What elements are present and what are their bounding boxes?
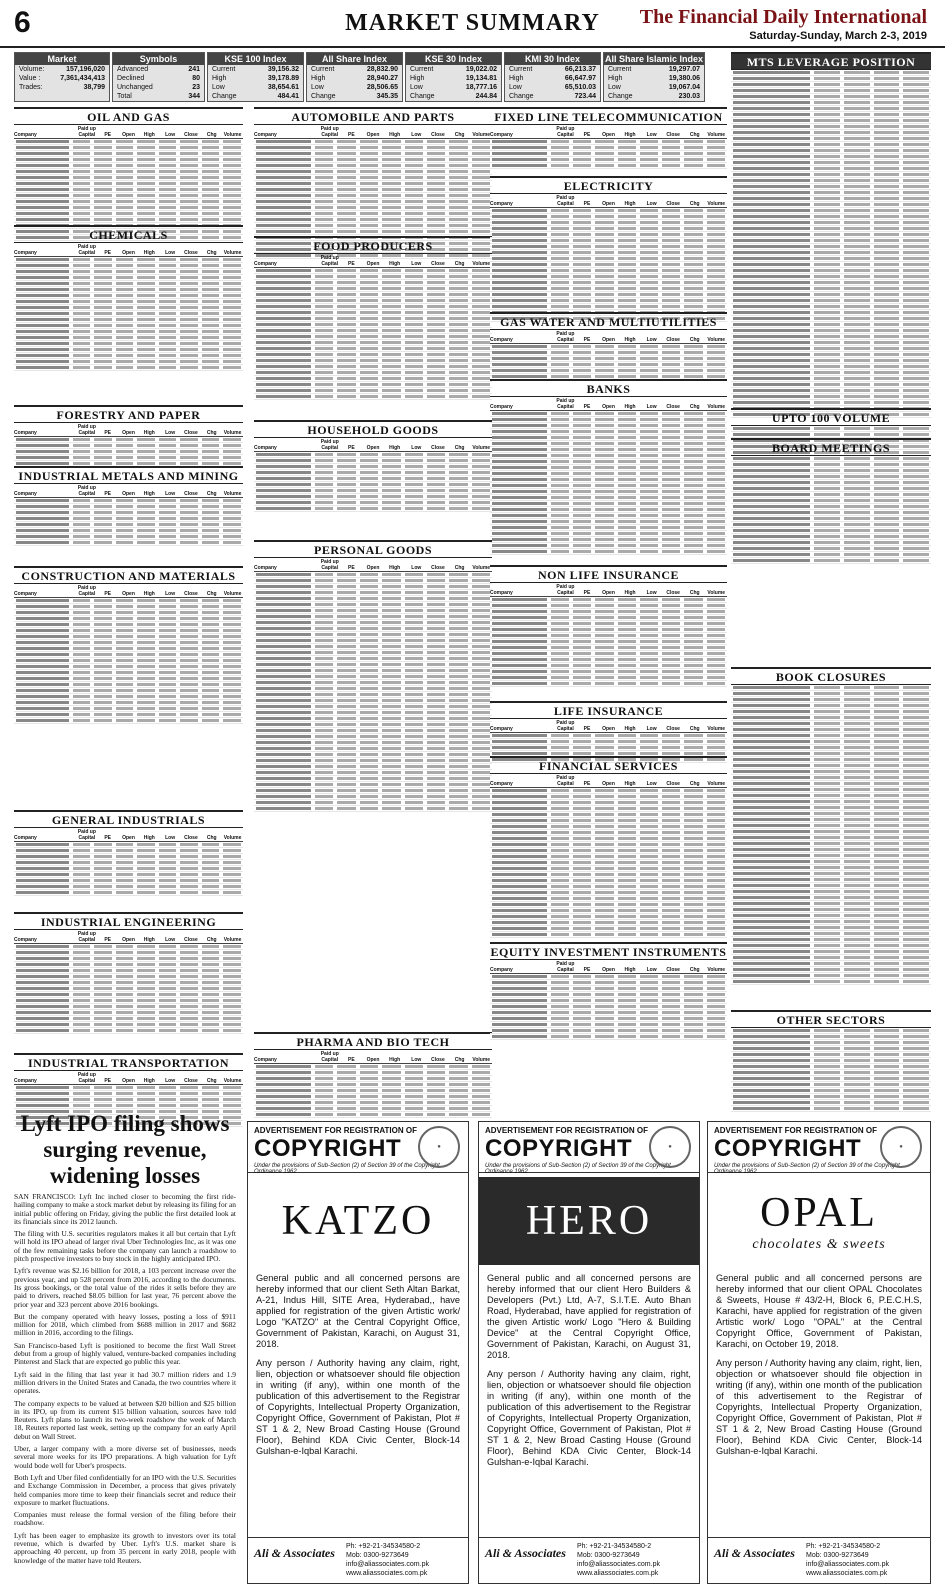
- ad-logo: [479, 1177, 699, 1265]
- section-title: PERSONAL GOODS: [254, 540, 492, 558]
- market-section: [14, 107, 243, 241]
- market-section: [490, 176, 727, 322]
- section-title: MTS LEVERAGE POSITION: [731, 52, 931, 70]
- table-header: Company Paid up Capital PE Open High Low Close Chg Volume: [254, 255, 491, 267]
- market-section: [490, 312, 727, 380]
- section-title: NON LIFE INSURANCE: [490, 565, 727, 583]
- section-title: INDUSTRIAL ENGINEERING: [14, 912, 243, 930]
- index-row: Current 19,022.02: [410, 66, 497, 73]
- index-row: High 66,647.97: [509, 75, 596, 82]
- index-box: [14, 52, 110, 102]
- table-row: [254, 806, 492, 812]
- section-title: BOOK CLOSURES: [731, 667, 931, 685]
- table-row: [490, 681, 727, 687]
- table-row: [14, 540, 243, 546]
- index-row: Current 19,297.07: [608, 66, 700, 73]
- index-box-title: KSE 30 Index: [406, 53, 501, 65]
- ad-notice-text: General public and all concerned persons are hereby informed that our client OPAL Chocolates & Sweets, House # 43/2-H, Block 6, P.E.C.H.S, Karachi, have applied for registration of the given Artistic work/ Logo "OPAL" at the Central Copyright Office, Government of Pakistan, Karachi, on October 19, 2018.: [716, 1273, 922, 1349]
- market-section: [254, 420, 492, 512]
- phone-text: Ph: +92-21-34534580-2: [577, 1543, 652, 1550]
- index-box: [306, 52, 403, 102]
- section-title: CONSTRUCTION AND MATERIALS: [14, 566, 243, 584]
- index-box: [504, 52, 601, 102]
- section-title: AUTOMOBILE AND PARTS: [254, 107, 492, 125]
- section-title: UPTO 100 VOLUME: [731, 408, 931, 426]
- index-row: Change 244.84: [410, 93, 497, 100]
- index-row: Change 345.35: [311, 93, 398, 100]
- ad-logo: [708, 1177, 930, 1265]
- ad-ordinance: Under the provisions of Sub-Section (2) of Section 39 of the Copyright Ordinance 1962: [248, 1163, 468, 1173]
- index-row: Declined 80: [117, 75, 200, 82]
- law-firm-name: Ali & Associates: [714, 1546, 795, 1560]
- table-row: [14, 890, 243, 896]
- market-section: [490, 379, 727, 555]
- mobile-text: Mob: 0300-9273649: [806, 1552, 869, 1559]
- section-title: ELECTRICITY: [490, 176, 727, 194]
- section-title: GENERAL INDUSTRIALS: [14, 810, 243, 828]
- section-title: INDUSTRIAL TRANSPORTATION: [14, 1053, 243, 1071]
- table-row: [490, 1034, 727, 1040]
- index-box-title: Market: [15, 53, 109, 65]
- copyright-advertisement: [247, 1121, 469, 1584]
- table-row: [490, 932, 727, 938]
- index-box-title: All Share Index: [307, 53, 402, 65]
- table-row: [14, 365, 243, 371]
- section-title: FOOD PRODUCERS: [254, 236, 492, 254]
- table-header: Company Paid up Capital PE Open High Low Close Chg Volume: [14, 126, 242, 138]
- market-section: [490, 565, 727, 687]
- mobile-text: Mob: 0300-9273649: [346, 1552, 409, 1559]
- table-row: [490, 549, 727, 555]
- email-text: info@aliassociates.com.pk: [346, 1561, 429, 1568]
- article-paragraph: Companies must release the formal version of the filing before their roadshow.: [14, 1510, 236, 1528]
- index-box-title: Symbols: [113, 53, 204, 65]
- copyright-advertisement: [707, 1121, 931, 1584]
- ad-ordinance: Under the provisions of Sub-Section (2) of Section 39 of the Copyright Ordinance 1962: [479, 1163, 699, 1173]
- index-row: Current 39,156.32: [212, 66, 299, 73]
- market-section: [14, 566, 243, 724]
- table-header: Company Paid up Capital PE Open High Low Close Chg Volume: [254, 1051, 491, 1063]
- table-row: [490, 163, 727, 169]
- article-headline: Lyft IPO filing shows surging revenue, widening losses: [20, 1111, 230, 1188]
- ad-objection-text: Any person / Authority having any claim, right, lien, objection or whatsoever should file objection in writing (if any), within one month of the publication of this advertisement to the Registrar of Copyrights, Intellectual Property Organization, Copyright Office, Government of Pakistan, Plot # ST 1 & 2, New Broad Casting House (Ground Floor), Behind KDA Civic Center, Block-14 Gulshan-e-Iqbal Karachi.: [716, 1358, 922, 1456]
- issue-date: Saturday-Sunday, March 2-3, 2019: [749, 30, 927, 42]
- table-row: [14, 718, 243, 724]
- ad-objection-text: Any person / Authority having any claim, right, lien, objection or whatsoever should file objection in writing (if any), within one month of the publication of this advertisement to the Registrar of Copyrights, Intellectual Property Organization, Copyright Office, Government of Pakistan, Plot # ST 1 & 2, New Broad Casting House (Ground Floor), Behind KDA Civic Center, Block-14 Gulshan-e-Iqbal Karachi.: [487, 1369, 691, 1467]
- index-box-title: All Share Islamic Index: [604, 54, 704, 64]
- index-row: High 39,178.89: [212, 75, 299, 82]
- index-box: [207, 52, 304, 102]
- ad-footer: [708, 1537, 930, 1583]
- table-header: Company Paid up Capital PE Open High Low Close Chg Volume: [14, 485, 242, 497]
- section-title: INDUSTRIAL METALS AND MINING: [14, 466, 243, 484]
- table-row: [731, 558, 931, 564]
- table-header: Company Paid up Capital PE Open High Low Close Chg Volume: [254, 126, 491, 138]
- ad-heading: ADVERTISEMENT FOR REGISTRATION OF: [714, 1126, 877, 1135]
- article-paragraph: Uber, a larger company with a more diverse set of businesses, needs several more weeks for its IPO preparations. A high valuation for Lyft would bode well for Uber's prospects.: [14, 1444, 236, 1470]
- index-row: Total 344: [117, 93, 200, 100]
- index-row: Change 230.03: [608, 93, 700, 100]
- article-paragraph: Lyft said in the filing that last year it had 30.7 million riders and 1.9 million drivers in the United States and Canada, the two countries where it operates.: [14, 1369, 236, 1396]
- section-title: FORESTRY AND PAPER: [14, 405, 243, 423]
- market-section: [490, 701, 727, 763]
- market-section: [731, 52, 931, 418]
- seal-icon: ●: [418, 1126, 460, 1168]
- article-paragraph: Lyft has been eager to emphasize its growth to investors over its total revenue, which is dwarfed by Uber. Lyft's U.S. market share is approaching 40 percent, up from 35 percent in early 2018, people with knowledge of the matter have told Reuters.: [14, 1530, 236, 1565]
- table-row: [731, 1106, 931, 1112]
- index-row: Change 484.41: [212, 93, 299, 100]
- table-row: [14, 1028, 243, 1034]
- table-header: Company Paid up Capital PE Open High Low Close Chg Volume: [14, 931, 242, 943]
- law-firm-name: Ali & Associates: [254, 1546, 335, 1560]
- index-row: High 19,380.06: [608, 75, 700, 82]
- market-section: [14, 912, 243, 1034]
- article-paragraph: Both Lyft and Uber filed confidentially for an IPO with the U.S. Securities and Exchange Commission in December, a process that gives privately held companies more time to keep their financials secret and reduce their exposure to market fluctuations.: [14, 1472, 236, 1507]
- market-section: [14, 225, 243, 371]
- page-number: 6: [14, 6, 31, 39]
- page-title: MARKET SUMMARY: [345, 10, 600, 36]
- website-text: www.aliassociates.com.pk: [806, 1570, 888, 1577]
- ad-copyright-title: COPYRIGHT: [485, 1135, 633, 1162]
- table-header: Company Paid up Capital PE Open High Low Close Chg Volume: [14, 244, 242, 256]
- table-row: [254, 394, 492, 400]
- table-header: Company Paid up Capital PE Open High Low Close Chg Volume: [490, 961, 726, 973]
- index-row: Unchanged 23: [117, 84, 200, 91]
- table-row: [731, 979, 931, 985]
- ad-heading: ADVERTISEMENT FOR REGISTRATION OF: [485, 1126, 648, 1135]
- index-row: Current 28,832.90: [311, 66, 398, 73]
- table-header: Company Paid up Capital PE Open High Low Close Chg Volume: [490, 398, 726, 410]
- ad-logo-subtitle: chocolates & sweets: [752, 1237, 886, 1252]
- article-body: [14, 1193, 236, 1565]
- market-section: [14, 405, 243, 467]
- article-paragraph: But the company operated with heavy losses, posting a loss of $911 million for 2018, which climbed from $688 million in 2017 and $682 million in 2016, according to the filings.: [14, 1311, 236, 1338]
- market-section: [254, 540, 492, 812]
- seal-icon: ●: [649, 1126, 691, 1168]
- table-row: [254, 506, 492, 512]
- market-section: [254, 1032, 492, 1118]
- article-paragraph: SAN FRANCISCO: Lyft Inc inched closer to becoming the first ride-hailing company to make a stock market debut by releasing its filing for an initial public offering on Friday, giving the public the first detailed look at its financials since its 2012 launch.: [14, 1192, 236, 1226]
- index-box: [112, 52, 205, 102]
- section-title: OIL AND GAS: [14, 107, 243, 125]
- seal-icon: ●: [880, 1126, 922, 1168]
- market-section: [731, 1010, 931, 1112]
- ad-notice-text: General public and all concerned persons are hereby informed that our client Seth Altan Barkat, A-21, Indus Hill, SITE Area, Hyderabad,, have applied for registration of the given Artistic work/ Logo "KATZO" at the Central Copyright Office, Government of Pakistan, Karachi, on August 31, 2018.: [256, 1273, 460, 1349]
- index-row: Low 28,506.65: [311, 84, 398, 91]
- website-text: www.aliassociates.com.pk: [577, 1570, 659, 1577]
- index-row: Volume: 157,196,020: [19, 66, 105, 73]
- ad-heading: ADVERTISEMENT FOR REGISTRATION OF: [254, 1126, 417, 1135]
- index-row: Value : 7,361,434,413: [19, 75, 105, 82]
- section-title: FINANCIAL SERVICES: [490, 756, 727, 774]
- table-header: Company Paid up Capital PE Open High Low Close Chg Volume: [490, 331, 726, 343]
- email-text: info@aliassociates.com.pk: [806, 1561, 889, 1568]
- market-section: [490, 107, 727, 169]
- article-paragraph: The filing with U.S. securities regulators makes it all but certain that Lyft will hold its IPO ahead of larger rival Uber Technologies Inc, as it was one of the few remaining tasks before the company can launch a roadshow to pitch prospective investors to buy stock in the highly anticipated IPO.: [14, 1229, 236, 1264]
- mobile-text: Mob: 0300-9273649: [577, 1552, 640, 1559]
- email-text: info@aliassociates.com.pk: [577, 1561, 660, 1568]
- table-header: Company Paid up Capital PE Open High Low Close Chg Volume: [14, 1072, 242, 1084]
- index-box-title: KMI 30 Index: [505, 53, 600, 65]
- market-section: [14, 466, 243, 546]
- section-title: CHEMICALS: [14, 225, 243, 243]
- ad-copyright-title: COPYRIGHT: [714, 1135, 862, 1162]
- market-section: [731, 438, 931, 564]
- ad-copyright-title: COPYRIGHT: [254, 1135, 402, 1162]
- section-title: FIXED LINE TELECOMMUNICATION: [490, 107, 727, 125]
- table-header: Company Paid up Capital PE Open High Low Close Chg Volume: [490, 775, 726, 787]
- table-header: Company Paid up Capital PE Open High Low Close Chg Volume: [254, 439, 491, 451]
- table-header: Company Paid up Capital PE Open High Low Close Chg Volume: [14, 585, 242, 597]
- section-title: BANKS: [490, 379, 727, 397]
- table-header: Company Paid up Capital PE Open High Low Close Chg Volume: [490, 126, 726, 138]
- ad-objection-text: Any person / Authority having any claim, right, lien, objection or whatsoever should file objection in writing (if any), within one month of the publication of this advertisement to the Registrar of Copyrights, Intellectual Property Organization, Copyright Office, Government of Pakistan, Plot # ST 1 & 2, New Broad Casting House (Ground Floor), Behind KDA Civic Center, Block-14 Gulshan-e-Iqbal Karachi.: [256, 1358, 460, 1456]
- index-row: Advanced 241: [117, 66, 200, 73]
- ad-ordinance: Under the provisions of Sub-Section (2) of Section 39 of the Copyright Ordinance 1962: [708, 1163, 930, 1173]
- index-box: [405, 52, 502, 102]
- phone-text: Ph: +92-21-34534580-2: [346, 1543, 421, 1550]
- section-title: PHARMA AND BIO TECH: [254, 1032, 492, 1050]
- index-box: [603, 52, 705, 102]
- index-row: Low 38,654.61: [212, 84, 299, 91]
- market-section: [731, 667, 931, 985]
- table-header: Company Paid up Capital PE Open High Low Close Chg Volume: [490, 584, 726, 596]
- market-section: [490, 756, 727, 938]
- table-header: Company Paid up Capital PE Open High Low Close Chg Volume: [254, 559, 491, 571]
- masthead: [0, 0, 945, 48]
- news-article: [14, 1111, 236, 1565]
- market-section: [254, 236, 492, 400]
- index-row: High 19,134.81: [410, 75, 497, 82]
- article-paragraph: San Francisco-based Lyft is positioned to become the first Wall Street debut from a group of highly valued, venture-backed companies including Pinterest and Slack that are expected go public this year.: [14, 1340, 236, 1367]
- section-title: LIFE INSURANCE: [490, 701, 727, 719]
- article-paragraph: Lyft's revenue was $2.16 billion for 2018, a 103 percent increase over the previous year, and up 528 percent from 2016, according to the documents. Its gross bookings, or the total value of the rides it sells before they are paid to drivers, reached $8.05 billion for last year, 76 percent above the prior year and 323 percent above 2016 bookings.: [14, 1266, 236, 1309]
- table-header: Company Paid up Capital PE Open High Low Close Chg Volume: [490, 720, 726, 732]
- index-box-title: KSE 100 Index: [208, 53, 303, 65]
- index-row: High 28,940.27: [311, 75, 398, 82]
- ad-logo-text: KATZO: [281, 1198, 435, 1244]
- index-row: Change 723.44: [509, 93, 596, 100]
- phone-text: Ph: +92-21-34534580-2: [806, 1543, 881, 1550]
- ad-logo-text: OPAL: [760, 1190, 878, 1236]
- website-text: www.aliassociates.com.pk: [346, 1570, 428, 1577]
- market-section: [14, 810, 243, 896]
- ad-logo: [248, 1177, 468, 1265]
- law-firm-name: Ali & Associates: [485, 1546, 566, 1560]
- section-title: EQUITY INVESTMENT INSTRUMENTS: [490, 942, 727, 960]
- ad-footer: [248, 1537, 468, 1583]
- article-paragraph: The company expects to be valued at between $20 billion and $25 billion in its IPO, up from its current $15 billion valuation, sources have told Reuters. Lyft plans to launch its two-week roadshow the week of March 18, Reuters reported last week, setting up the company for an early April debut on Wall Street.: [14, 1398, 236, 1441]
- index-row: Low 65,510.03: [509, 84, 596, 91]
- table-header: Company Paid up Capital PE Open High Low Close Chg Volume: [14, 829, 242, 841]
- section-title: GAS WATER AND MULTIUTILITIES: [490, 312, 727, 330]
- copyright-advertisement: [478, 1121, 700, 1584]
- ad-logo-text: HERO: [525, 1198, 653, 1244]
- index-row: Low 18,777.16: [410, 84, 497, 91]
- table-header: Company Paid up Capital PE Open High Low Close Chg Volume: [14, 424, 242, 436]
- section-title: OTHER SECTORS: [731, 1010, 931, 1028]
- index-row: Low 19,067.04: [608, 84, 700, 91]
- table-header: Company Paid up Capital PE Open High Low Close Chg Volume: [490, 195, 726, 207]
- newspaper-name: The Financial Daily International: [639, 6, 927, 28]
- ad-footer: [479, 1537, 699, 1583]
- index-row: Current 66,213.37: [509, 66, 596, 73]
- market-section: [490, 942, 727, 1040]
- ad-notice-text: General public and all concerned persons are hereby informed that our client Hero Builders & Developers (Pvt.) Ltd, A-7, S.I.T.E. Auto Bhan Road, Hyderabad, have applied for registration of the given Artistic work/ Logo "Hero & Building Device" at the Central Copyright Office, Government of Pakistan, Karachi, on August 31, 2018.: [487, 1273, 691, 1360]
- index-row: Trades: 38,799: [19, 84, 105, 91]
- section-title: HOUSEHOLD GOODS: [254, 420, 492, 438]
- table-row: [254, 1112, 492, 1118]
- section-title: BOARD MEETINGS: [731, 438, 931, 456]
